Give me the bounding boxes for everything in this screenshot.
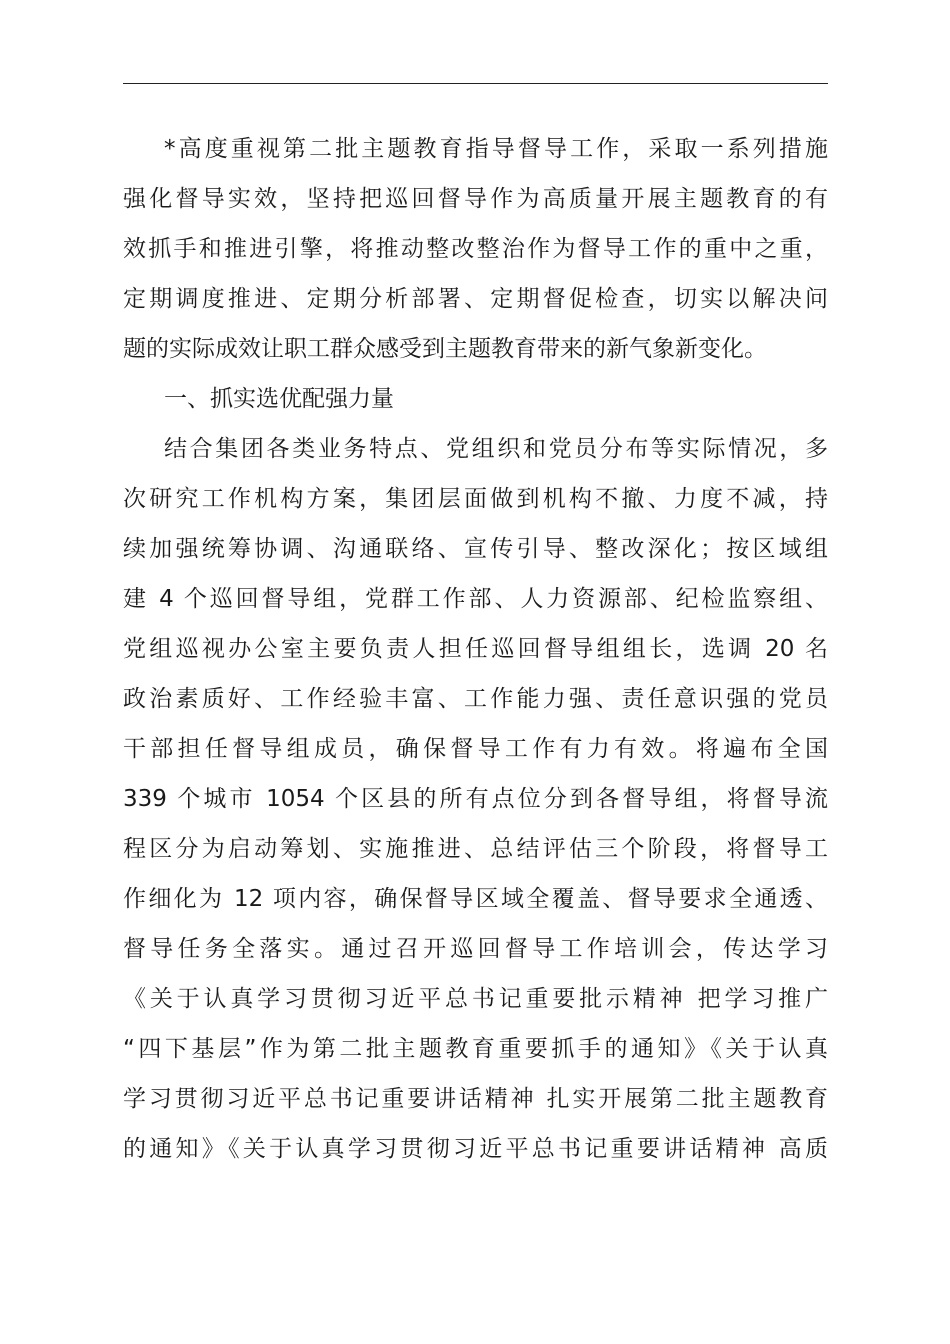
paragraph-line: 政治素质好、工作经验丰富、工作能力强、责任意识强的党员 xyxy=(123,686,828,712)
body-paragraph xyxy=(123,424,828,1174)
paragraph-line: 建 4 个巡回督导组，党群工作部、人力资源部、纪检监察组、 xyxy=(123,586,828,612)
paragraph-line: 339 个城市 1054 个区县的所有点位分到各督导组，将督导流 xyxy=(123,786,828,812)
paragraph-line: 续加强统筹协调、沟通联络、宣传引导、整改深化；按区域组 xyxy=(123,536,828,562)
paragraph-line: 结合集团各类业务特点、党组织和党员分布等实际情况，多 xyxy=(164,436,828,462)
paragraph-line: 题的实际成效让职工群众感受到主题教育带来的新气象新变化。 xyxy=(123,336,767,362)
paragraph-line: 程区分为启动筹划、实施推进、总结评估三个阶段，将督导工 xyxy=(123,836,828,862)
intro-paragraph xyxy=(123,124,828,374)
paragraph-line: 党组巡视办公室主要负责人担任巡回督导组组长，选调 20 名 xyxy=(123,636,828,662)
paragraph-line: 次研究工作机构方案，集团层面做到机构不撤、力度不减，持 xyxy=(123,486,828,512)
paragraph-line: 强化督导实效，坚持把巡回督导作为高质量开展主题教育的有 xyxy=(123,186,828,212)
section-heading-text: 一、抓实选优配强力量 xyxy=(164,386,394,412)
paragraph-line: 作细化为 12 项内容，确保督导区域全覆盖、督导要求全通透、 xyxy=(123,886,828,912)
paragraph-line: “四下基层”作为第二批主题教育重要抓手的通知》《关于认真 xyxy=(123,1036,828,1062)
paragraph-line: 《关于认真学习贯彻习近平总书记重要批示精神 把学习推广 xyxy=(123,986,828,1012)
paragraph-line: 干部担任督导组成员，确保督导工作有力有效。将遍布全国 xyxy=(123,736,828,762)
header-rule xyxy=(123,83,828,84)
paragraph-line: 定期调度推进、定期分析部署、定期督促检查，切实以解决问 xyxy=(123,286,828,312)
document-body xyxy=(123,124,828,1174)
paragraph-line: 学习贯彻习近平总书记重要讲话精神 扎实开展第二批主题教育 xyxy=(123,1086,828,1112)
paragraph-line: *高度重视第二批主题教育指导督导工作，采取一系列措施 xyxy=(164,136,828,162)
section-heading xyxy=(123,374,828,424)
paragraph-line: 的通知》《关于认真学习贯彻习近平总书记重要讲话精神 高质 xyxy=(123,1136,828,1162)
paragraph-line: 督导任务全落实。通过召开巡回督导工作培训会，传达学习 xyxy=(123,936,828,962)
paragraph-line: 效抓手和推进引擎，将推动整改整治作为督导工作的重中之重， xyxy=(123,236,828,262)
